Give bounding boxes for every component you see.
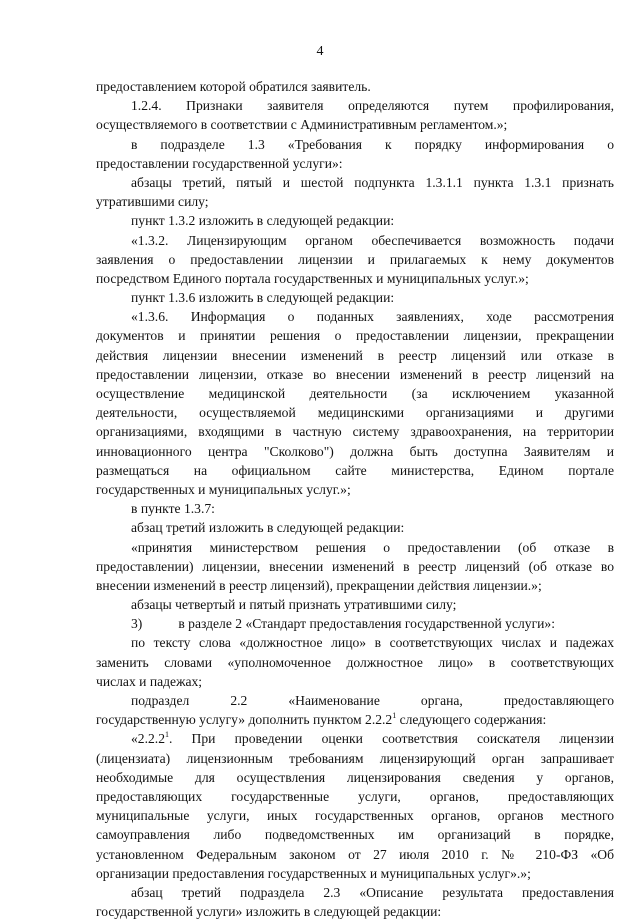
text-line: [96, 269, 614, 288]
text-line: [96, 422, 614, 441]
text-line-main: числах и падежах;: [96, 673, 203, 689]
text-line: [96, 250, 614, 269]
text-line: [96, 825, 614, 844]
text-line-main: по тексту слова «должностное лицо» в соответствующих числах и падежах: [131, 635, 614, 651]
text-line: [96, 845, 614, 864]
document-body: [96, 77, 614, 921]
text-line: [96, 902, 614, 921]
text-line-main: деятельности, осуществляемой медицинскими организациями и другими: [96, 405, 614, 421]
text-line-main: предоставлением которой обратился заявитель.: [96, 79, 371, 94]
text-line: [96, 211, 614, 230]
text-line-main: заявления о предоставлении лицензии и прилагаемых к нему документов: [96, 251, 614, 267]
text-line-main: государственных и муниципальных услуг.»;: [96, 481, 351, 497]
text-line-main: (лицензиата) лицензионным требованиям лицензирующий орган запрашивает: [96, 750, 614, 766]
text-line: [96, 307, 614, 326]
text-line: [96, 173, 614, 192]
text-line: [96, 384, 614, 403]
text-line: [96, 787, 614, 806]
text-line: [96, 614, 614, 633]
text-line: [96, 749, 614, 768]
text-line-tail: следующего содержания:: [396, 712, 547, 728]
text-line-main: в пункте 1.3.7:: [131, 501, 215, 517]
superscript: 1: [392, 711, 397, 721]
text-line: [96, 768, 614, 787]
text-line-main: пункт 1.3.6 изложить в следующей редакции:: [131, 290, 395, 306]
text-line-main: абзацы третий, пятый и шестой подпункта 1.3.1.1 пункта 1.3.1 признать: [131, 174, 614, 190]
text-line: [96, 691, 614, 710]
text-line-main: действия лицензии внесении изменений в реестр лицензий или отказе в: [96, 347, 614, 363]
text-line: [96, 231, 614, 250]
text-line: [96, 288, 614, 307]
text-line-main: предоставляющих государственные услуги, органов, предоставляющих: [96, 788, 614, 804]
text-line-main: осуществление медицинской деятельности (за исключением указанной: [96, 386, 614, 401]
text-line: [96, 135, 614, 154]
text-line-main: «1.3.2. Лицензирующим органом обеспечивается возможность подачи: [131, 232, 614, 248]
text-line-main: документов и принятии решения о предоставлении лицензии, прекращении: [96, 328, 614, 344]
text-line-main: муниципальные услуги, иных государственных органов, органов местного: [96, 808, 614, 824]
text-line: [96, 557, 614, 576]
text-line-tail: . При проведении оценки соответствия соискателя лицензии: [168, 731, 614, 747]
text-line-main: внесении изменений в реестр лицензий), прекращении действия лицензии.»;: [96, 577, 542, 593]
text-line: [96, 326, 614, 345]
text-line: [96, 403, 614, 422]
text-line: [96, 442, 614, 461]
text-line: [96, 518, 614, 537]
text-line-main: государственную услугу» дополнить пунктом 2.2.2: [96, 712, 393, 728]
text-line-main: инновационного центра "Сколково") должна быть доступна Заявителям и: [96, 443, 614, 459]
text-line-main: предоставлении лицензии, отказе во внесении изменений в реестр лицензий на: [96, 366, 614, 382]
text-line: [96, 480, 614, 499]
text-line-main: пункт 1.3.2 изложить в следующей редакции:: [131, 213, 395, 229]
text-line-main: заменить словами «уполномоченное должностное лицо» в соответствующих: [96, 654, 614, 670]
text-line-main: абзац третий подраздела 2.3 «Описание результата предоставления: [131, 884, 614, 900]
text-line-main: подраздел 2.2 «Наименование органа, предоставляющего: [131, 693, 614, 708]
text-line: [96, 346, 614, 365]
text-line: [96, 633, 614, 652]
text-line: [96, 710, 614, 729]
text-line: [96, 461, 614, 480]
text-line: [96, 729, 614, 748]
text-line-main: самоуправления либо подведомственных им организаций в порядке,: [96, 827, 614, 843]
text-line-main: 1.2.4. Признаки заявителя определяются путем профилирования,: [131, 98, 614, 114]
text-line-main: утратившими силу;: [96, 194, 209, 210]
superscript: 1: [164, 730, 169, 740]
text-line: [96, 538, 614, 557]
text-line-tail: в разделе 2 «Стандарт предоставления государственной услуги»:: [178, 616, 555, 632]
text-line: [96, 576, 614, 595]
text-line-main: 3): [131, 616, 143, 632]
text-line: [96, 653, 614, 672]
text-line: [96, 672, 614, 691]
text-line-main: государственной услуги» изложить в следующей редакции:: [96, 904, 442, 920]
text-line-main: необходимые для осуществления лицензирования сведения у органов,: [96, 769, 614, 785]
text-line-main: предоставлении) лицензии, внесении изменений в реестр лицензий (об отказе во: [96, 558, 614, 574]
text-line-main: предоставлении государственной услуги»:: [96, 155, 343, 171]
text-line: [96, 96, 614, 115]
text-line-main: организации предоставления государственных и муниципальных услуг».»;: [96, 865, 531, 881]
text-line-main: «1.3.6. Информация о поданных заявлениях, ходе рассмотрения: [131, 309, 614, 325]
text-line: [96, 864, 614, 883]
text-line: [96, 77, 614, 96]
text-line: [96, 883, 614, 902]
text-line: [96, 115, 614, 134]
text-line: [96, 806, 614, 825]
text-line-main: установленном Федеральным законом от 27 июля 2010 г. № 210-ФЗ «Об: [96, 846, 614, 862]
text-line-main: «принятия министерством решения о предоставлении (об отказе в: [131, 539, 614, 555]
text-line: [96, 595, 614, 614]
text-line-main: абзацы четвертый и пятый признать утратившими силу;: [131, 597, 457, 613]
text-line-main: посредством Единого портала государственных и муниципальных услуг.»;: [96, 270, 529, 286]
text-line-main: абзац третий изложить в следующей редакции:: [131, 520, 405, 536]
text-line: [96, 154, 614, 173]
text-line: [96, 365, 614, 384]
text-line: [96, 192, 614, 211]
text-line-main: осуществляемого в соответствии с Административным регламентом.»;: [96, 117, 508, 133]
text-line-main: размещаться на официальном сайте министерства, Едином портале: [96, 462, 614, 478]
text-line-main: в подразделе 1.3 «Требования к порядку информирования о: [131, 136, 614, 152]
page-number: 4: [316, 44, 324, 59]
text-line-main: «2.2.2: [131, 731, 165, 747]
text-line-main: организациями, входящими в частную систему здравоохранения, на территории: [96, 424, 614, 440]
text-line: [96, 499, 614, 518]
